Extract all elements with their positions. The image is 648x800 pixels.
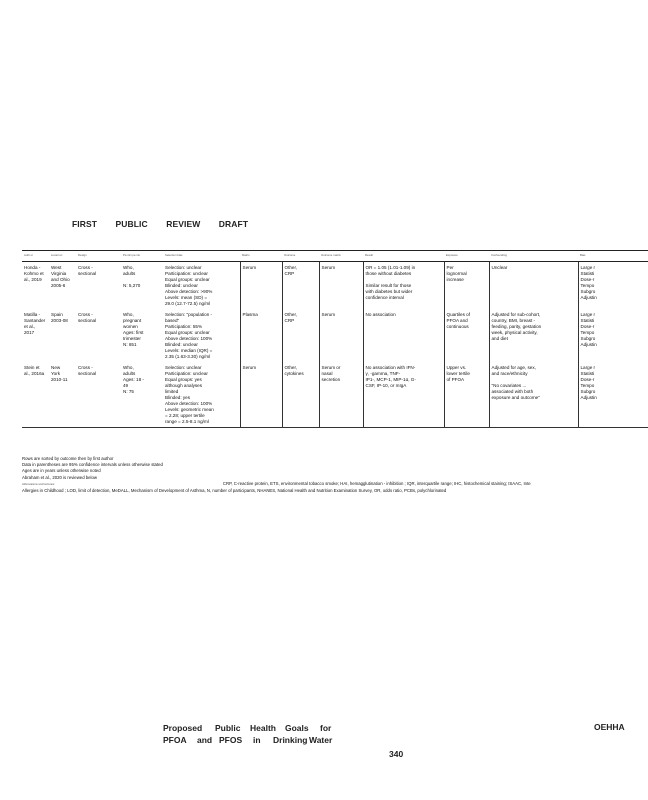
cell-line: sectional [78,271,97,277]
cell-line: adults [123,271,136,277]
design-cell [76,309,121,362]
cell-line: adults [123,371,136,377]
cell-line: Levels: median (IQR) = [165,348,213,354]
page-number: 340 [389,749,404,759]
participants-cell [121,362,163,428]
cell-line: Kohmo et [24,271,44,277]
cell-line: Quartiles of [446,312,470,318]
study-table-container [22,250,618,458]
cell-line: nasal [321,371,333,377]
design-cell [76,362,121,428]
footer-word: Water [309,735,333,745]
cell-line: Matilla - [24,312,41,318]
location-cell [49,262,76,310]
cell-line: Dose-r [580,324,595,330]
bias-cell [163,309,240,362]
cell-line: Who, [123,312,134,318]
cell-line: women [123,324,138,330]
cell-line: cytokines [284,371,304,377]
cell-line: Selection: unclear [165,265,202,271]
col-header: Outcome [282,251,319,262]
cell-line: based" [165,318,180,324]
col-header: Confounding [489,251,578,262]
cell-line: Upper vs. [446,365,467,371]
footer-word: Drinking [273,735,308,745]
table-notes [22,456,618,494]
cell-line: Subgro [580,289,596,295]
cell-line: exposure and outcome" [491,395,540,401]
cell-line: Cross - [78,265,93,271]
cell-line: IP1-, MCP-1, MIP-1α, G- [365,377,416,383]
note-line: Abraham et al., 2020 is reviewed below [22,474,97,480]
cell-line: feeding, parity, gestation [491,324,542,330]
cell-line: Participation: 55% [165,324,203,330]
cell-line: 2005-6 [51,283,66,289]
cell-line: Adjustin [580,295,597,301]
cell-line: Serum [321,312,336,318]
cell-line: and diet [491,336,508,342]
bias-summary-cell [578,309,648,362]
cell-line: Who, [123,365,134,371]
cell-line: CRP [284,318,295,324]
abbreviations-label: Abbreviations and footnotes: [22,482,55,486]
col-header: Selection bias [163,251,240,262]
cell-line: Selection: "population - [165,312,213,318]
abbreviations-line-1 [22,481,618,488]
cell-line: 49 [123,383,129,389]
author-cell [22,262,49,310]
cell-line: Dose-r [580,377,595,383]
matrix-cell [240,362,282,428]
bias-summary-cell [578,362,648,428]
footer-word: and [197,735,213,745]
cell-line: continuous [446,324,469,330]
cell-line: Statisti [580,371,595,377]
table-body [22,262,648,428]
cell-line: al., 2019 [24,277,42,283]
cell-line: Above detection: >90% [165,289,213,295]
outcome-matrix-cell [319,262,363,310]
cell-line: sectional [78,371,97,377]
cell-line: Adjusted for age, sex, [491,365,536,371]
note-line: Data in parentheses are 95% confidence intervals unless otherwise stated [22,462,163,468]
cell-line: Blinded: yes [165,395,191,401]
cell-line: increase [446,277,464,283]
study-table [22,250,648,428]
cell-line: N: 651 [123,342,137,348]
outcome-matrix-cell [319,309,363,362]
cell-line: lognormal [446,271,467,277]
cell-line: although analyses [165,383,203,389]
col-header: Matrix [240,251,282,262]
col-header: Pa rtici pa nts [121,251,163,262]
footer-title [163,722,339,746]
cell-line: Per [446,265,454,271]
cell-line: "No covariates ... [491,383,527,389]
result-cell [363,309,444,362]
cell-line: Similar result for those [365,283,412,289]
cell-line: Tempo [580,330,595,336]
col-header: Exposure [444,251,489,262]
cell-line: lower tertile [446,371,470,377]
exposure-cell [444,309,489,362]
cell-line: Santander [24,318,46,324]
exposure-cell [444,262,489,310]
cell-line: Who, [123,265,134,271]
cell-line: = 2.28; upper tertile [165,413,205,419]
cell-line: with diabetes but wider [365,289,413,295]
result-cell [363,262,444,310]
cell-line: Honda - [24,265,41,271]
cell-line: PFOA and [446,318,468,324]
cell-line: Adjusted for sub-cohort, [491,312,541,318]
cell-line: of PFOA [446,377,465,383]
col-header: Design [76,251,121,262]
cell-line: Serum [242,265,257,271]
cell-line: Levels: geometric mean [165,407,214,413]
footer-word: for [320,723,332,733]
col-header: Bias [578,251,648,262]
cell-line: and Ohio [51,277,70,283]
cell-line: Spain [51,312,63,318]
col-header: Outcome matrix [319,251,363,262]
bias-summary-cell [578,262,648,310]
cell-line: confidence interval [365,295,404,301]
cell-line: week, physical activity, [491,330,538,336]
participants-cell [121,262,163,310]
cell-line: et al., 2017 [24,324,36,336]
table-row [22,362,648,428]
cell-line: sectional [78,318,97,324]
cell-line: Serum [321,265,336,271]
col-header: Result [363,251,444,262]
cell-line: Statisti [580,318,595,324]
exposure-cell [444,362,489,428]
cell-line: Adjustin [580,342,597,348]
cell-line: Blinded: unclear [165,342,198,348]
cell-line: 29.0 (12.7-72.5) ng/ml [165,301,211,307]
cell-line: and race/ethnicity [491,371,528,377]
footer-word: Health [250,723,276,733]
cell-line: Participation: unclear [165,371,208,377]
cell-line: Blinded: unclear [165,283,198,289]
cell-line: West [51,265,62,271]
cell-line: Selection: unclear [165,365,202,371]
footer-word: PFOA [163,735,187,745]
cell-line: range = 2.5-8.1 ng/ml [165,419,209,425]
cell-line: Serum [242,365,257,371]
cell-line: country, BMI, breast - [491,318,536,324]
cell-line: Virginia [51,271,67,277]
footer-word: Public [215,723,241,733]
matrix-cell [240,309,282,362]
cell-line: 2.35 (1.63-3.30) ng/ml [165,354,211,360]
cell-line: Equal groups: unclear [165,277,210,283]
cell-line: Cross - [78,365,93,371]
cell-line: Adjustin [580,395,597,401]
cell-line: 2003-08 [51,318,68,324]
cell-line: Cross - [78,312,93,318]
table-row [22,262,648,310]
cell-line: γ, -gamma, TNF- [365,371,401,377]
abbreviations-line-2: Allergies in Childhood ; LOD, limit of detection, MeDALL, Mechanism of Development of Asthma, N, number of participants, NHANES, National Health and Nutrition Examination Survey, OR, odds ratio, PCBs, polychlorinated [22,488,447,494]
cell-line: Other, [284,265,298,271]
cell-line: Levels: mean (SD) = [165,295,207,301]
cell-line: Above detection: 100% [165,401,213,407]
cell-line: OR = 1.05 (1.01-1.09) in [365,265,416,271]
cell-line: N: 5,270 [123,283,141,289]
cell-line: Tempo [580,383,595,389]
result-cell [363,362,444,428]
table-header-row [22,251,648,262]
cell-line: Serum or [321,365,341,371]
cell-line: Subgro [580,336,596,342]
col-header: Locati on [49,251,76,262]
note-line: Rows are sorted by outcome then by first author [22,456,114,461]
cell-line: Large r [580,312,596,318]
location-cell [49,362,76,428]
cell-line: Statisti [580,271,595,277]
cell-line: York [51,371,61,377]
cell-line: Participation: unclear [165,271,208,277]
author-cell [22,309,49,362]
cell-line: Other, [284,312,298,318]
cell-line: Other, [284,365,298,371]
bias-cell [163,262,240,310]
confounding-cell [489,262,578,310]
cell-line: trimester [123,336,141,342]
cell-line: Ages: first [123,330,144,336]
outcome-cell [282,362,319,428]
col-header: Auth or [22,251,49,262]
cell-line: Plasma [242,312,258,318]
cell-line: No association with IFN- [365,365,416,371]
confounding-cell [489,309,578,362]
cell-line: Unclear [491,265,508,271]
design-cell [76,262,121,310]
note-line: Ages are in years unless otherwise noted [22,468,101,474]
matrix-cell [240,262,282,310]
cell-line: Tempo [580,283,595,289]
draft-header: FIRST PUBLIC REVIEW DRAFT [72,219,249,229]
confounding-cell [489,362,578,428]
outcome-cell [282,309,319,362]
cell-line: New [51,365,61,371]
table-row [22,309,648,362]
cell-line: No association [365,312,396,318]
cell-line: N: 75 [123,389,134,395]
cell-line: 2010-11 [51,377,68,383]
cell-line: CRP [284,271,295,277]
footer-title-line-2 [163,734,339,746]
cell-line: Dose-r [580,277,595,283]
participants-cell [121,309,163,362]
cell-line: Equal groups: yes [165,377,202,383]
cell-line: secretion [321,377,341,383]
location-cell [49,309,76,362]
cell-line: CSF, IP-10, or mIgA [365,383,407,389]
cell-line: pregnant [123,318,142,324]
footer-title-line-1 [163,722,339,734]
cell-line: Large r [580,265,596,271]
bias-cell [163,362,240,428]
footer-word: Proposed [163,723,203,733]
footer-agency: OEHHA [594,722,625,732]
cell-line: limited [165,389,179,395]
abbreviations-text-1: CRP, C-reactive protein, ETS, environmental tobacco smoke; HAI, hemagglutination - inhibition ; IQR, interquartile range; IHC, histochemical staining; ISAAC, Inte [222,480,531,486]
cell-line: Large r [580,365,596,371]
outcome-cell [282,262,319,310]
cell-line: those without diabetes [365,271,412,277]
footer-word: Goals [285,723,309,733]
cell-line: Equal groups: unclear [165,330,210,336]
footer-word: in [253,735,261,745]
cell-line: Ages: 18 - [123,377,144,383]
cell-line: al., 2016a [24,371,45,377]
cell-line: Subgro [580,389,596,395]
author-cell [22,362,49,428]
footer-word: PFOS [219,735,243,745]
cell-line: associated with both [491,389,534,395]
cell-line: Above detection: 100% [165,336,213,342]
cell-line: Stein et [24,365,40,371]
outcome-matrix-cell [319,362,363,428]
